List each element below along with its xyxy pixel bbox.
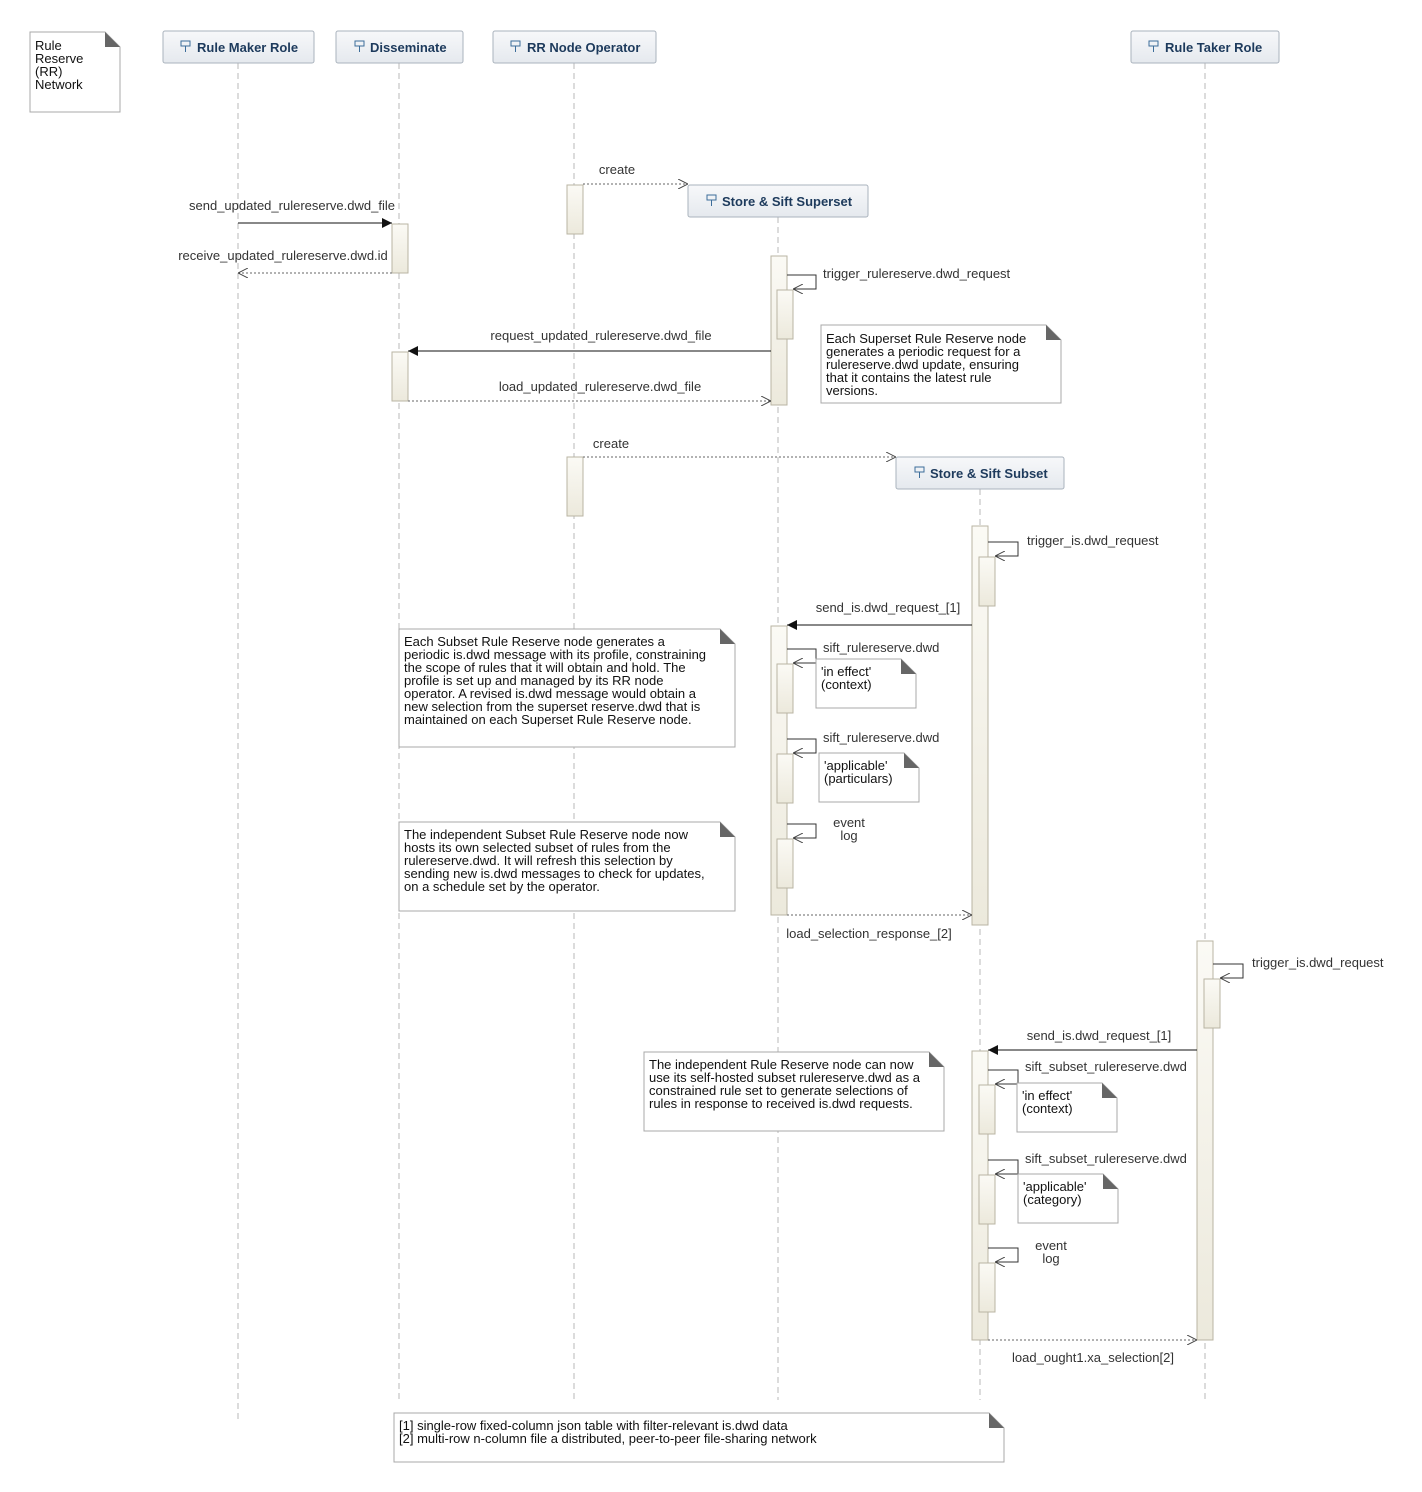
note-line: The independent Subset Rule Reserve node now xyxy=(404,827,689,842)
message-sift-subset-1[interactable] xyxy=(988,1059,1187,1084)
activation-bar xyxy=(392,352,408,401)
participant-rr-node-operator-label: RR Node Operator xyxy=(527,40,641,55)
note-line: 'in effect' xyxy=(821,664,872,679)
message-label-line-1: event xyxy=(1035,1238,1067,1253)
message-trigger-superset[interactable] xyxy=(787,266,1011,289)
participant-store-sift-subset[interactable] xyxy=(896,457,1064,489)
frame-note xyxy=(30,32,120,112)
note-line: rulereserve.dwd update, ensuring xyxy=(826,357,1019,372)
message-create-superset[interactable] xyxy=(583,162,688,184)
note-line: use its self-hosted subset rulereserve.dwd as a xyxy=(649,1070,920,1085)
note-superset xyxy=(821,325,1061,403)
message-label: sift_rulereserve.dwd xyxy=(823,730,940,745)
message-load-updated[interactable] xyxy=(408,379,771,401)
note-applicable-superset xyxy=(819,753,919,802)
message-load-selection[interactable] xyxy=(786,915,972,941)
note-line: sending new is.dwd messages to check for updates, xyxy=(404,866,705,881)
message-label: send_updated_rulereserve.dwd_file xyxy=(189,198,395,213)
activation-bar xyxy=(777,664,793,713)
message-send-request-subset[interactable] xyxy=(787,600,972,625)
message-trigger-taker[interactable] xyxy=(1213,955,1384,978)
message-label: sift_rulereserve.dwd xyxy=(823,640,940,655)
frame-note-line-4: Network xyxy=(35,77,83,92)
message-trigger-subset[interactable] xyxy=(988,533,1159,556)
message-sift-subset-2[interactable] xyxy=(988,1151,1187,1174)
note-line: on a schedule set by the operator. xyxy=(404,879,600,894)
note-line: 'applicable' xyxy=(824,758,888,773)
participant-rule-maker[interactable] xyxy=(163,31,314,63)
activations xyxy=(392,185,1220,1340)
message-label: sift_subset_rulereserve.dwd xyxy=(1025,1151,1187,1166)
message-label: load_ought1.xa_selection[2] xyxy=(1012,1350,1174,1365)
message-label-line-2: log xyxy=(1042,1251,1060,1266)
note-line: hosts its own selected subset of rules from the xyxy=(404,840,671,855)
activation-bar xyxy=(567,457,583,516)
note-line: The independent Rule Reserve node can now xyxy=(649,1057,914,1072)
message-label: receive_updated_rulereserve.dwd.id xyxy=(178,248,388,263)
note-in-effect-subset xyxy=(1017,1083,1117,1132)
note-footnotes xyxy=(394,1413,1004,1462)
frame-note-line-3: (RR) xyxy=(35,64,63,79)
activation-bar xyxy=(979,557,995,606)
activation-bar xyxy=(567,185,583,234)
activation-bar xyxy=(979,1085,995,1134)
note-line: periodic is.dwd message with its profile, constraining xyxy=(404,647,707,662)
note-line: generates a periodic request for a xyxy=(826,344,1021,359)
note-line: rulereserve.dwd. It will refresh this selection by xyxy=(404,853,673,868)
note-constrained xyxy=(644,1052,944,1131)
activation-bar xyxy=(777,839,793,888)
note-line: constrained rule set to generate selections of xyxy=(649,1083,908,1098)
message-label: send_is.dwd_request_[1] xyxy=(1026,1028,1172,1043)
message-label: trigger_is.dwd_request xyxy=(1252,955,1384,970)
note-line: versions. xyxy=(826,383,879,398)
message-label: trigger_rulereserve.dwd_request xyxy=(823,266,1011,281)
participant-store-sift-superset-label: Store & Sift Superset xyxy=(722,194,853,209)
note-subset xyxy=(399,629,735,747)
participant-disseminate[interactable] xyxy=(336,31,463,63)
activation-bar xyxy=(777,754,793,803)
message-event-log-superset[interactable] xyxy=(787,815,865,843)
note-line: rules in response to received is.dwd requests. xyxy=(649,1096,913,1111)
note-line: (context) xyxy=(1022,1101,1073,1116)
note-line: the scope of rules that it will obtain and hold. The xyxy=(404,660,686,675)
footnote-1: [1] single-row fixed-column json table with filter-relevant is.dwd data xyxy=(399,1418,788,1433)
participant-store-sift-subset-label: Store & Sift Subset xyxy=(930,466,1048,481)
note-line: new selection from the superset reserve.dwd that is xyxy=(404,699,701,714)
note-line: profile is set up and managed by its RR node xyxy=(404,673,664,688)
note-applicable-subset xyxy=(1018,1174,1118,1223)
message-label: send_is.dwd_request_[1] xyxy=(815,600,961,615)
activation-bar xyxy=(979,1175,995,1224)
message-event-log-subset[interactable] xyxy=(988,1238,1067,1266)
participant-rr-node-operator[interactable] xyxy=(493,31,656,63)
message-label: trigger_is.dwd_request xyxy=(1027,533,1159,548)
message-send-updated[interactable] xyxy=(189,198,395,223)
note-line: (context) xyxy=(821,677,872,692)
note-line: Each Superset Rule Reserve node xyxy=(826,331,1027,346)
message-sift-superset-2[interactable] xyxy=(787,730,939,753)
message-request-updated[interactable] xyxy=(408,328,771,351)
frame-note-line-1: Rule xyxy=(35,38,62,53)
message-label-line-1: event xyxy=(833,815,865,830)
message-label-line-2: log xyxy=(840,828,858,843)
note-independent xyxy=(399,822,735,911)
activation-bar xyxy=(979,1263,995,1312)
frame-note-line-2: Reserve xyxy=(35,51,84,66)
message-label: load_updated_rulereserve.dwd_file xyxy=(498,379,702,394)
note-line: that it contains the latest rule xyxy=(826,370,992,385)
message-send-request-taker[interactable] xyxy=(988,1028,1197,1050)
message-label: load_selection_response_[2] xyxy=(786,926,952,941)
participant-disseminate-label: Disseminate xyxy=(370,40,447,55)
message-label: create xyxy=(598,162,636,177)
message-receive-updated[interactable] xyxy=(178,248,392,273)
note-line: (particulars) xyxy=(824,771,893,786)
message-create-subset[interactable] xyxy=(583,436,896,457)
note-line: operator. A revised is.dwd message would obtain a xyxy=(404,686,696,701)
participant-store-sift-superset[interactable] xyxy=(688,185,868,217)
message-load-ought[interactable] xyxy=(988,1340,1197,1365)
note-line: maintained on each Superset Rule Reserve node. xyxy=(404,712,692,727)
message-label: create xyxy=(592,436,630,451)
activation-bar xyxy=(1204,979,1220,1028)
note-line: 'in effect' xyxy=(1022,1088,1073,1103)
message-label: sift_subset_rulereserve.dwd xyxy=(1025,1059,1187,1074)
participant-rule-taker[interactable] xyxy=(1131,31,1279,63)
participant-rule-maker-label: Rule Maker Role xyxy=(197,40,299,55)
footnote-2: [2] multi-row n-column file a distributed, peer-to-peer file-sharing network xyxy=(399,1431,817,1446)
note-in-effect-superset xyxy=(816,659,916,708)
note-line: Each Subset Rule Reserve node generates a xyxy=(404,634,665,649)
message-label: request_updated_rulereserve.dwd_file xyxy=(490,328,712,343)
note-line: 'applicable' xyxy=(1023,1179,1087,1194)
activation-bar xyxy=(392,224,408,273)
activation-bar xyxy=(777,290,793,339)
note-line: (category) xyxy=(1023,1192,1082,1207)
participant-rule-taker-label: Rule Taker Role xyxy=(1165,40,1263,55)
